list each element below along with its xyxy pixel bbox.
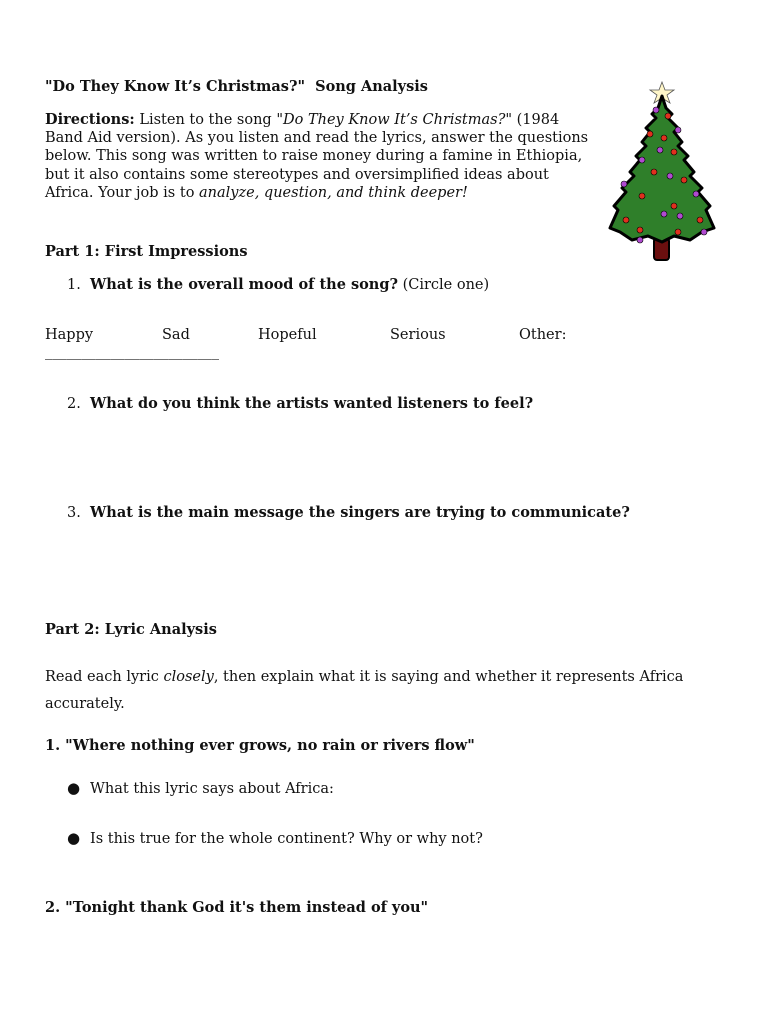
ornament [621,181,627,187]
ornament [665,113,671,119]
ornament [671,203,677,209]
directions-label: Directions: [45,111,135,128]
ornament [623,217,629,223]
ornament [639,193,645,199]
question-2 [67,395,533,412]
mood-option-hopeful: Hopeful [258,327,317,343]
ornament [657,147,663,153]
question-text: What is the main message the singers are trying to communicate? [90,504,630,521]
directions-text-2: " (1984 Band Aid version). As you listen and read the lyrics, answer the questions below. This song was written to raise money during a famine in Ethiopia, but it also contains some stereotypes and oversimplified ideas about Africa. Your job is to [45,112,589,201]
ornament [667,173,673,179]
bullet-icon: ● [67,829,81,847]
question-1 [67,276,489,293]
bullet-item [67,829,483,847]
ornament [637,237,643,243]
bullet-text: What this lyric says about Africa: [90,781,334,797]
lyric-2: 2. "Tonight thank God it's them instead of you" [45,899,429,916]
ornament [651,169,657,175]
ornament [661,211,667,217]
instr-text-2: , then explain what it is saying and whether it represents Africa accurately. [45,669,684,712]
question-number: 2. [67,396,81,412]
ornament [661,135,667,141]
question-note: (Circle one) [397,277,490,293]
mood-option-happy: Happy [45,327,94,343]
part2-heading: Part 2: Lyric Analysis [45,621,217,638]
question-number: 1. [67,277,81,293]
mood-option-other: Other: [519,327,567,343]
ornament [675,127,681,133]
ornament [693,191,699,197]
instr-text-1: Read each lyric [45,669,164,685]
mood-option-serious: Serious [390,327,446,343]
mood-option-sad: Sad [162,327,190,343]
ornament [701,229,707,235]
ornament [639,157,645,163]
page-title: "Do They Know It’s Christmas?" Song Analysis [45,78,428,95]
question-text: What do you think the artists wanted listeners to feel? [90,395,534,412]
question-3 [67,504,630,521]
bullet-item [67,779,334,797]
instr-emphasis: closely [163,669,214,685]
lyric-instructions [45,664,725,718]
directions-emphasis: analyze, question, and think deeper! [199,184,468,201]
part1-heading: Part 1: First Impressions [45,243,248,260]
ornament [677,213,683,219]
lyric-1: 1. "Where nothing ever grows, no rain or rivers flow" [45,737,475,754]
directions-text-1: Listen to the song " [134,112,283,128]
directions-paragraph [45,111,590,202]
ornament [671,149,677,155]
ornament [637,227,643,233]
ornament [681,177,687,183]
ornament [653,107,659,113]
song-title: Do They Know It’s Christmas? [282,112,506,128]
bullet-text: Is this true for the whole continent? Why or why not? [90,831,483,847]
ornament [675,229,681,235]
ornament [697,217,703,223]
question-text: What is the overall mood of the song? [90,276,398,293]
christmas-tree-icon [604,80,720,266]
question-number: 3. [67,505,81,521]
bullet-icon: ● [67,779,81,797]
other-answer-blank: ________________________ [45,344,219,360]
ornament [647,131,653,137]
